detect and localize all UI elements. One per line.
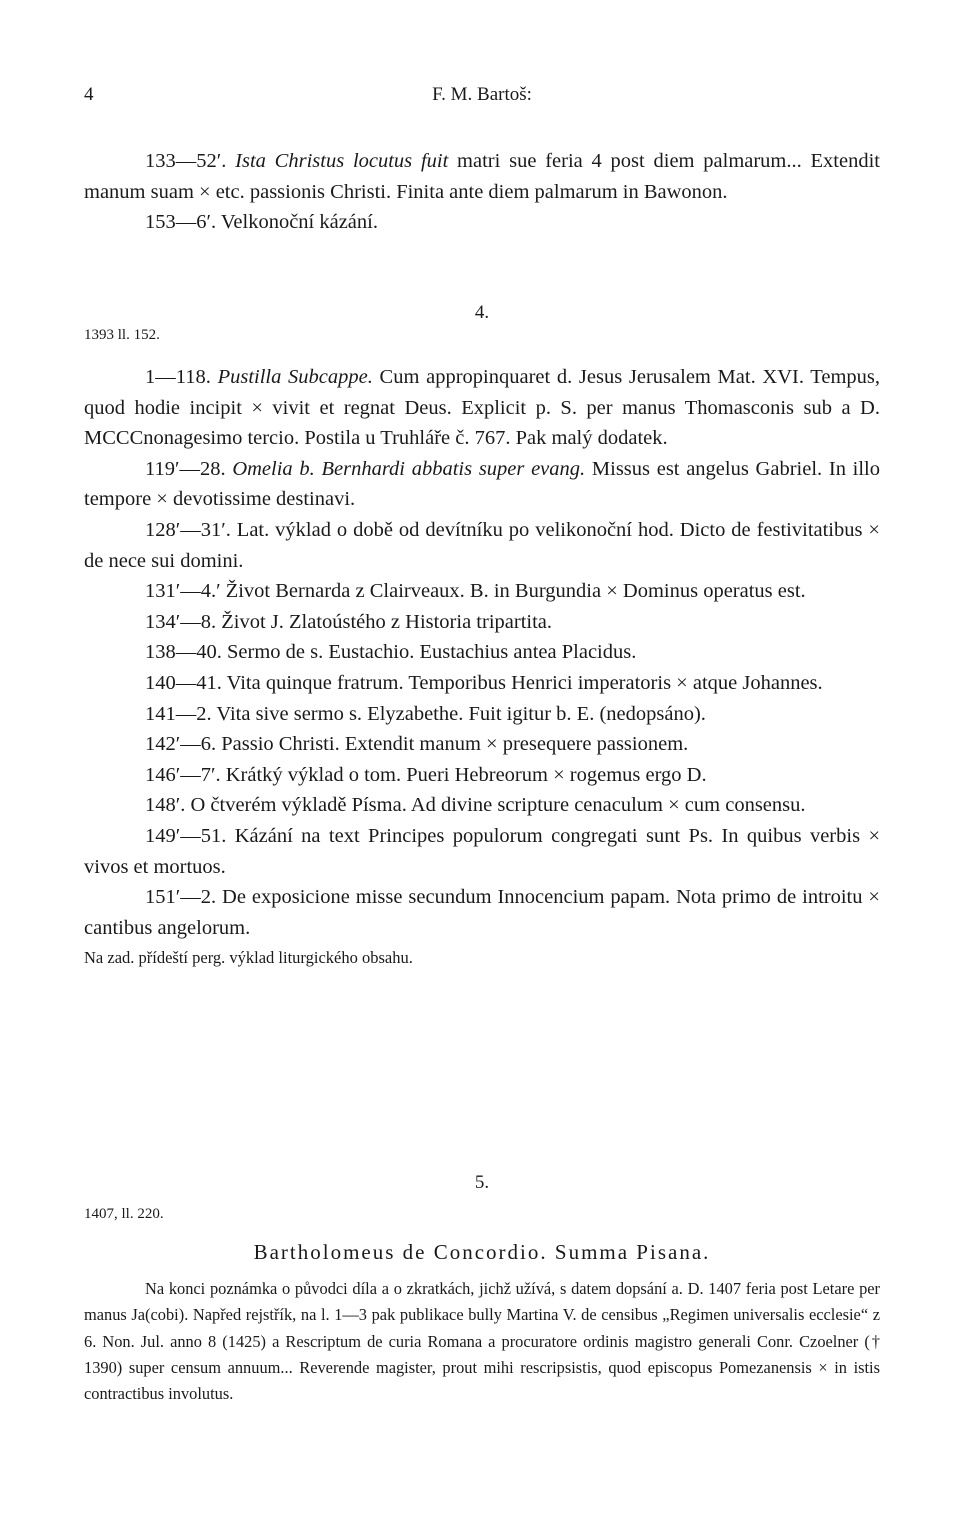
section-number: 4. — [474, 302, 490, 323]
entry: 153—6′. Velkonoční kázání. — [145, 211, 378, 234]
section-citation: 1393 ll. 152. — [84, 327, 160, 343]
entry: 128′—31′. Lat. výklad o době od devítníku po velikonoční hod. Dicto de festivitatibus × de nece sui domini. — [84, 518, 880, 572]
entry: 142′—6. Passio Christi. Extendit manum × presequere passionem. — [145, 733, 689, 756]
entry: 149′—51. Kázání na text Principes populorum congregati sunt Ps. In quibus verbis × vivos et mortuos. — [84, 824, 880, 878]
entry: 141—2. Vita sive sermo s. Elyzabethe. Fuit igitur b. E. (nedopsáno). — [145, 702, 706, 725]
entry: 1—118. Pustilla Subcappe. Cum appropinquaret d. Jesus Jerusalem Mat. XVI. Tempus, quod hodie incipit × vivit et regnat Deus. Explicit p. S. per manus Thomasconis sub a D. MCCCnonagesimo tercio. Postila u Truhláře č. 767. Pak malý dodatek. — [84, 366, 880, 450]
work-title: Bartholomeus de Concordio. Summa Pisana. — [253, 1240, 711, 1264]
entry: 140—41. Vita quinque fratrum. Temporibus Henrici imperatoris × atque Johannes. — [145, 671, 823, 694]
entry: 148′. O čtverém výkladě Písma. Ad divine scripture cenaculum × cum consensu. — [145, 794, 806, 817]
section-3-continuation — [84, 146, 880, 238]
section-number: 5. — [474, 1172, 490, 1193]
section-4-entries — [84, 362, 880, 971]
section-citation: 1407, ll. 220. — [84, 1206, 164, 1222]
entry: 133—52′. Ista Christus locutus fuit matri sue feria 4 post diem palmarum... Extendit manum suam × etc. passionis Christi. Finita ante diem palmarum in Bawonon. — [84, 150, 880, 203]
page-header — [84, 84, 880, 108]
entry: 151′—2. De exposicione misse secundum Innocencium papam. Nota primo de introitu × cantibus angelorum. — [84, 886, 880, 939]
page-number: 4 — [84, 84, 94, 105]
entry: 119′—28. Omelia b. Bernhardi abbatis super evang. Missus est angelus Gabriel. In illo tempore × devotissime destinavi. — [84, 457, 881, 511]
entry: 146′—7′. Krátký výklad o tom. Pueri Hebreorum × rogemus ergo D. — [145, 763, 707, 786]
running-head: F. M. Bartoš: — [432, 84, 532, 105]
entry: 134′—8. Život J. Zlatoústého z Historia tripartita. — [145, 610, 553, 633]
section-note: Na zad. přídeští perg. výklad liturgického obsahu. — [84, 948, 413, 968]
section-note: Na konci poznámka o původci díla a o zkratkách, jichž užívá, s datem dopsání a. D. 1407 feria post Letare per manus Ja(cobi). Napřed rejstřík, na l. 1—3 pak publikace bully Martina V. de censibus „Regimen universalis ecclesie“ z 6. Non. Jul. anno 8 (1425) a Rescriptum de curia Romana a procuratore ordinis magistro generali Conr. Czoelner († 1390) super censum annuum... Reverende magister, prout mihi rescripsistis, quod episcopus Pomezanensis × in istis contractibus involutus. — [84, 1279, 880, 1404]
entry: 131′—4.′ Život Bernarda z Clairveaux. B. in Burgundia × Dominus operatus est. — [145, 580, 806, 603]
entry: 138—40. Sermo de s. Eustachio. Eustachius antea Placidus. — [145, 641, 637, 664]
